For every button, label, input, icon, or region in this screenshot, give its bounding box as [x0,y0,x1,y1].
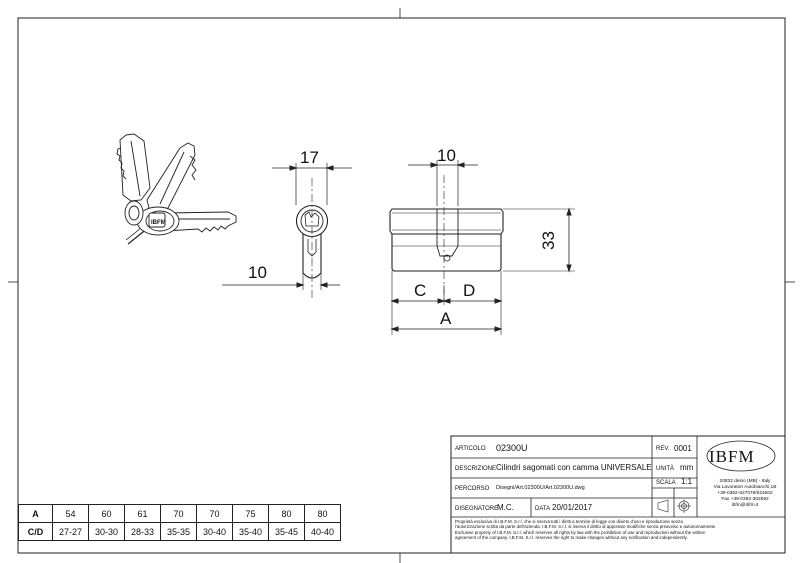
notice-line: agreement of the company. I.B.F.M. S.r.l. reserves the right to make changes without any notification and independently. [455,535,688,541]
table-cell: 30-40 [197,523,233,541]
articolo-value: 02300U [496,443,528,453]
table-cell: 54 [53,505,89,523]
notice-line: Proprietà esclusiva di I.B.F.M. S.r.l. che si riserva tutti i diritti a termine di legge con divieto d'uso e riproduzione senza [455,519,683,524]
side-height-label: 33 [539,231,558,250]
dim-c-label: C [414,281,427,300]
data-value: 20/01/2017 [552,503,593,512]
ownership-notice [455,519,785,541]
table-cell: 40-40 [305,523,341,541]
table-row-cd [19,523,341,541]
table-cell: 35-40 [233,523,269,541]
scala-label: SCALA [656,480,676,486]
table-header-a: A [19,505,53,523]
unita-value: mm [680,463,694,472]
articolo-label: ARTICOLO [455,446,486,452]
keys-illustration [117,134,236,244]
address-line: ibfm@ibfm.it [731,503,759,508]
key-brand-mark: IBFM [151,220,166,226]
table-cell: 80 [305,505,341,523]
data-label: DATA [535,506,551,512]
percorso-value: Disegni/Art.02300U/Art.02300U.dwg [496,485,585,491]
address-line: 20832 desio (MB) - Italy [719,479,771,484]
table-cell: 28-33 [125,523,161,541]
disegnatore-value: M.C. [497,503,514,512]
scala-value: 1:1 [681,477,693,486]
front-width-label: 17 [300,148,319,167]
table-cell: 60 [89,505,125,523]
dim-a-label: A [440,309,452,328]
table-cell: 75 [233,505,269,523]
descrizione-label: DESCRIZIONE [455,466,497,472]
address-line: +39-0362-627078/624502 [717,491,773,496]
percorso-label: PERCORSO [455,486,490,492]
rev-value: 0001 [674,444,692,453]
unita-label: UNITÀ [656,466,674,472]
table-cell: 61 [125,505,161,523]
side-cam-label: 10 [437,146,456,165]
dimension-table [18,504,341,541]
table-cell: 27-27 [53,523,89,541]
table-cell: 80 [269,505,305,523]
table-cell: 35-35 [161,523,197,541]
rev-label: REV. [656,446,670,452]
table-row-a [19,505,341,523]
company-logo: IBFM [709,447,755,466]
notice-line: l'autorizzazione scritta da parte dell'azienda. I.B.F.M. S.r.l. si riserva il diritto di apportare modifiche senza preavviso e autonomamente. [455,524,717,530]
drawing-frame [8,8,795,563]
table-cell: 35-45 [269,523,305,541]
company-address [700,479,790,509]
table-header-cd: C/D [19,523,53,541]
front-view [222,163,352,300]
dim-d-label: D [463,281,476,300]
table-cell: 30-30 [89,523,125,541]
disegnatore-label: DISEGNATORE [455,506,499,512]
table-cell: 70 [197,505,233,523]
address-line: Via Lavoratori Autobianchi,1B [713,485,777,490]
notice-line: Exclusive property of I.B.F.M. S.r.l. which reserves all rights by law with the prohibition of use and reproduction without the written [455,529,706,535]
table-cell: 70 [161,505,197,523]
address-line: Fax +39-0362-302692 [721,497,769,502]
descrizione-value: Cilindri sagomati con camma UNIVERSALE [496,463,652,472]
front-cam-label: 10 [248,263,267,282]
